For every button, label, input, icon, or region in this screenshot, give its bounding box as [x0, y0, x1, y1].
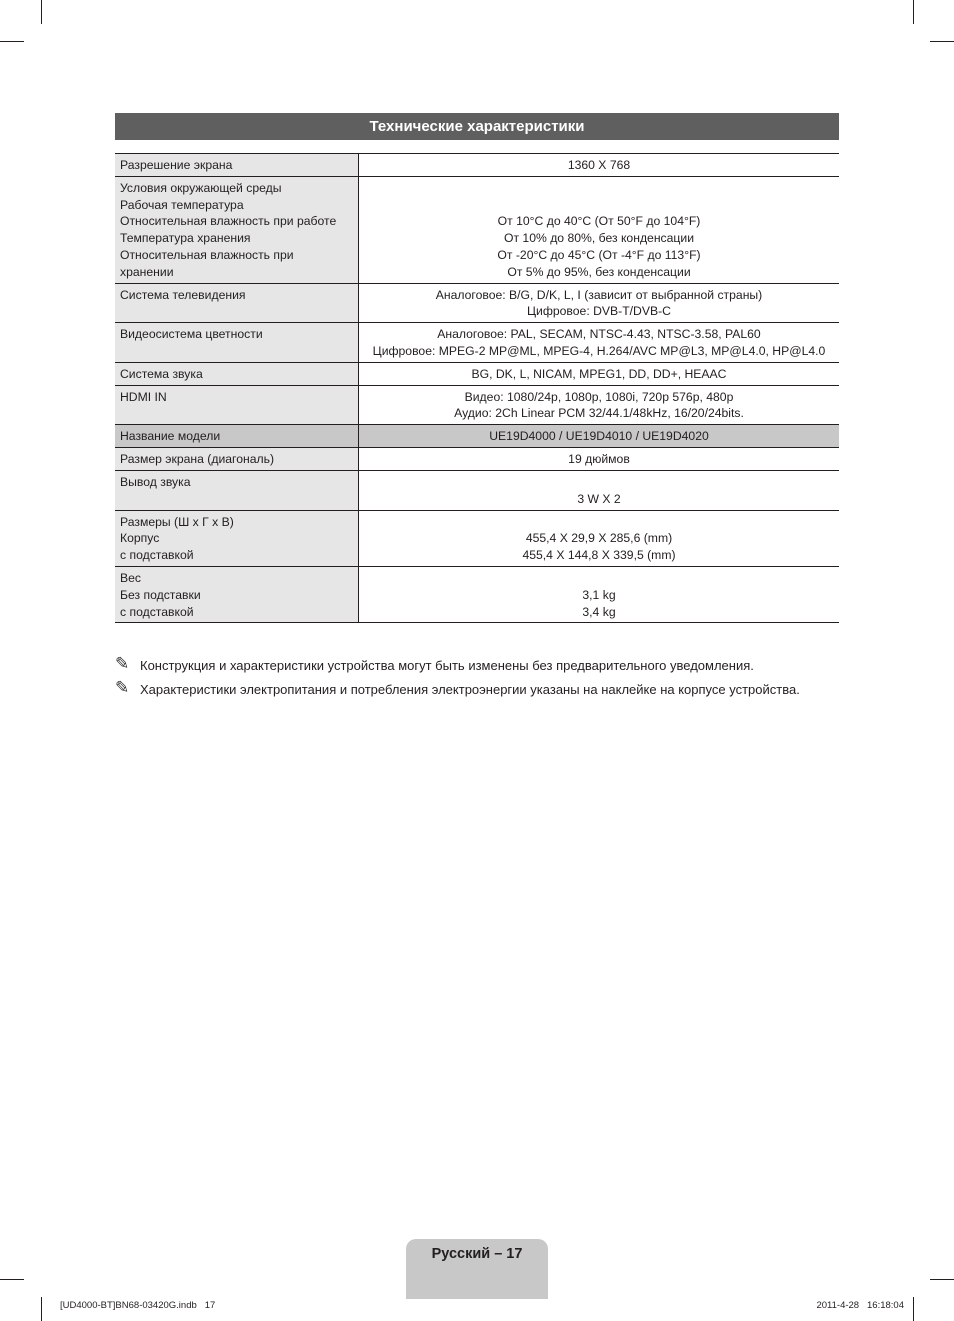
cell-line: Цифровое: MPEG-2 MP@ML, MPEG-4, H.264/AVC MP@L3, MP@L4.0, HP@L4.0 — [372, 343, 826, 358]
table-row — [115, 470, 839, 510]
table-row — [115, 176, 839, 283]
cell-line: Разрешение экрана — [120, 158, 233, 172]
page-number-tab: Русский – 17 — [406, 1239, 548, 1299]
cell-line: 19 дюймов — [568, 451, 630, 466]
cell-line: с подставкой — [120, 604, 194, 619]
page-title: Технические характеристики — [115, 113, 839, 140]
cell-line: Название модели — [120, 429, 221, 444]
cell-line: Рабочая температура — [120, 197, 244, 212]
cell-line: Аналоговое: PAL, SECAM, NTSC-4.43, NTSC-3.58, PAL60 — [437, 327, 761, 342]
crop-mark — [0, 41, 24, 42]
table-row — [115, 510, 839, 566]
cell-line: 3,4 kg — [582, 604, 616, 619]
cell-line: Система телевидения — [120, 287, 246, 302]
row-label — [115, 510, 359, 566]
footer-file: [UD4000-BT]BN68-03420G.indb 17 — [60, 1300, 216, 1311]
row-label — [115, 283, 359, 323]
crop-mark — [930, 1279, 954, 1280]
row-value — [359, 470, 840, 510]
pencil-icon: ✎ — [115, 678, 130, 697]
cell-line: BG, DK, L, NICAM, MPEG1, DD, DD+, HEAAC — [471, 366, 727, 381]
note-text: Характеристики электропитания и потребления электроэнергии указаны на наклейке на корпусе устройства. — [140, 682, 800, 697]
row-value — [359, 510, 840, 566]
cell-line: 3 W X 2 — [577, 491, 621, 506]
table-row — [115, 283, 839, 323]
row-label — [115, 447, 359, 470]
row-label — [115, 176, 359, 283]
cell-line: HDMI IN — [120, 389, 167, 404]
cell-line: Корпус — [120, 531, 160, 546]
row-value — [359, 425, 840, 448]
table-row — [115, 447, 839, 470]
spec-table — [115, 153, 839, 623]
row-value — [359, 154, 840, 177]
crop-mark — [41, 0, 42, 24]
row-value — [359, 323, 840, 363]
table-row — [115, 385, 839, 425]
cell-line: Размер экрана (диагональ) — [120, 451, 275, 466]
cell-line: От 10°C до 40°C (От 50°F до 104°F) — [497, 214, 701, 229]
cell-line: Аудио: 2Ch Linear PCM 32/44.1/48kHz, 16/20/24bits. — [454, 406, 744, 421]
cell-line: Вывод звука — [120, 474, 191, 489]
row-label — [115, 154, 359, 177]
cell-line: От 5% до 95%, без конденсации — [507, 264, 691, 279]
row-label — [115, 323, 359, 363]
cell-line: с подставкой — [120, 548, 194, 563]
note — [115, 678, 839, 698]
table-row — [115, 362, 839, 385]
cell-line: Система звука — [120, 366, 203, 381]
cell-line: 455,4 X 29,9 X 285,6 (mm) — [525, 531, 673, 546]
table-row — [115, 154, 839, 177]
cell-line: Цифровое: DVB-T/DVB-C — [527, 304, 671, 319]
notes — [115, 654, 839, 705]
table-row — [115, 566, 839, 622]
cell-line: хранении — [120, 264, 174, 279]
cell-line: Температура хранения — [120, 231, 251, 246]
cell-line: UE19D4000 / UE19D4010 / UE19D4020 — [489, 429, 709, 444]
cell-line: Вес — [120, 570, 142, 585]
cell-line: 3,1 kg — [582, 587, 616, 602]
row-value — [359, 447, 840, 470]
crop-mark — [41, 1297, 42, 1321]
cell-line: От 10% до 80%, без конденсации — [503, 231, 695, 246]
cell-line: Условия окружающей среды — [120, 180, 282, 195]
row-label — [115, 385, 359, 425]
footer-timestamp: 2011-4-28 16:18:04 — [816, 1300, 904, 1311]
cell-line: Аналоговое: B/G, D/K, L, I (зависит от выбранной страны) — [435, 287, 763, 302]
cell-line: 455,4 X 144,8 X 339,5 (mm) — [522, 548, 676, 563]
table-row — [115, 323, 839, 363]
row-value — [359, 566, 840, 622]
row-value — [359, 283, 840, 323]
crop-mark — [930, 41, 954, 42]
pencil-icon: ✎ — [115, 654, 130, 673]
cell-line: Без подставки — [120, 587, 201, 602]
cell-line: Относительная влажность при работе — [120, 214, 337, 229]
cell-line: 1360 X 768 — [567, 158, 631, 172]
cell-line: Размеры (Ш x Г x В) — [120, 514, 234, 529]
table-row — [115, 425, 839, 448]
row-label — [115, 362, 359, 385]
cell-line: Видеосистема цветности — [120, 327, 263, 342]
row-label — [115, 566, 359, 622]
note — [115, 654, 839, 674]
row-label — [115, 470, 359, 510]
row-value — [359, 385, 840, 425]
crop-mark — [0, 1279, 24, 1280]
row-value — [359, 362, 840, 385]
note-text: Конструкция и характеристики устройства могут быть изменены без предварительного уведомления. — [140, 658, 754, 673]
crop-mark — [913, 0, 914, 24]
row-value — [359, 176, 840, 283]
cell-line: Видео: 1080/24p, 1080p, 1080i, 720p 576p, 480p — [464, 389, 734, 404]
cell-line: От -20°C до 45°C (От -4°F до 113°F) — [497, 247, 701, 262]
cell-line: Относительная влажность при — [120, 247, 294, 262]
crop-mark — [913, 1297, 914, 1321]
row-label — [115, 425, 359, 448]
